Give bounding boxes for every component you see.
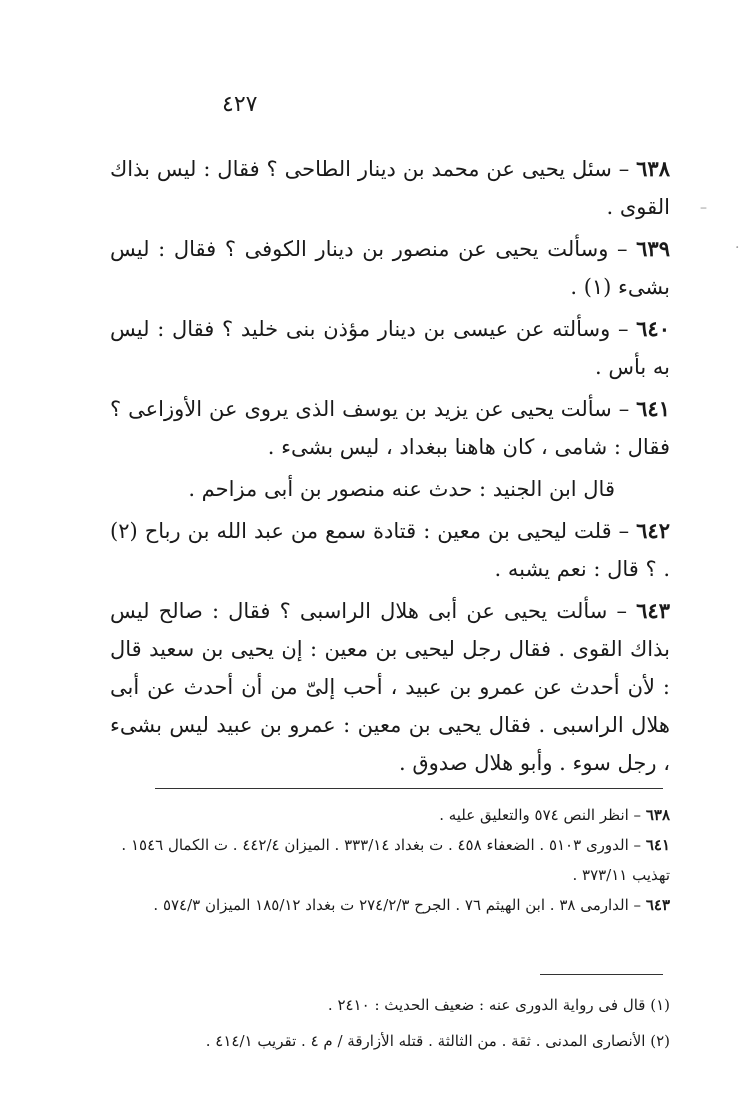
entry-638 [110,150,670,226]
source-notes [115,800,670,920]
entry-number: ٦٤٢ [636,518,670,543]
entry-640 [110,310,670,386]
note-text: – الدورى ٥١٠٣ . الضعفاء ٤٥٨ . ت بغداد ٣٣٣/١٤ . الميزان ٤٤٢/٤ . ت الكمال ١٥٤٦ . تهذيب ٣٧٣/١١ . [121,836,670,884]
page-number: ٤٢٧ [222,92,258,117]
entry-639 [110,230,670,306]
entry-number: ٦٤٠ [636,316,670,341]
note-text: – انظر النص ٥٧٤ والتعليق عليه . [439,806,646,824]
margin-mark: · [735,240,740,256]
entry-text: – سألت يحيى عن أبى هلال الراسبى ؟ فقال : صالح ليس بذاك القوى . فقال رجل ليحيى بن معين : إن يحيى بن سعيد قال : لأن أحدث عن عمرو بن عبيد ، أحب إلىّ من أن أحدث عن أبى هلال الراسبى . فقال يحيى بن معين : عمرو بن عبيد ليس بشىء ، رجل سوء . وأبو هلال صدوق . [110,599,670,775]
footnote-2: (٢) الأنصارى المدنى . ثقة . من الثالثة . قتله الأزارقة / م ٤ . تقريب ٤١٤/١ . [205,1032,670,1050]
entry-text: – سئل يحيى عن محمد بن دينار الطاحى ؟ فقال : ليس بذاك القوى . [110,157,670,219]
note-number: ٦٤١ [645,836,670,854]
entry-641 [110,390,670,466]
entry-text: – سألت يحيى عن يزيد بن يوسف الذى يروى عن الأوزاعى ؟ فقال : شامى ، كان هاهنا ببغداد ، ليس بشىء . [110,397,670,459]
note-638 [115,800,670,830]
main-separator [155,788,663,789]
note-641 [115,830,670,890]
note-text: – الدارمى ٣٨ . ابن الهيثم ٧٦ . الجرح ٢٧٤/٢/٣ ت بغداد ١٨٥/١٢ الميزان ٥٧٤/٣ . [153,896,646,914]
footnote-separator [540,974,663,975]
entry-text: – قلت ليحيى بن معين : قتادة سمع من عبد الله بن رباح (٢) . ؟ قال : نعم يشبه . [110,519,670,581]
entry-text: قال ابن الجنيد : حدث عنه منصور بن أبى مزاحم . [188,477,615,501]
entry-642 [110,512,670,588]
main-text [110,150,670,786]
entry-text: – وسألته عن عيسى بن دينار مؤذن بنى خليد ؟ فقال : ليس به بأس . [110,317,670,379]
footnote-1: (١) قال فى رواية الدورى عنه : ضعيف الحديث : ٢٤١٠ . [327,996,670,1014]
footnotes [115,987,670,1059]
entry-number: ٦٤١ [636,396,670,421]
note-number: ٦٣٨ [645,806,670,824]
entry-number: ٦٣٩ [636,236,670,261]
entry-number: ٦٣٨ [636,156,670,181]
entry-number: ٦٤٣ [636,598,670,623]
entry-643 [110,592,670,782]
margin-mark: – [700,200,707,216]
note-643 [115,890,670,920]
entry-text: – وسألت يحيى عن منصور بن دينار الكوفى ؟ فقال : ليس بشىء (١) . [110,237,670,299]
note-number: ٦٤٣ [645,896,670,914]
entry-641-addendum [110,470,670,508]
